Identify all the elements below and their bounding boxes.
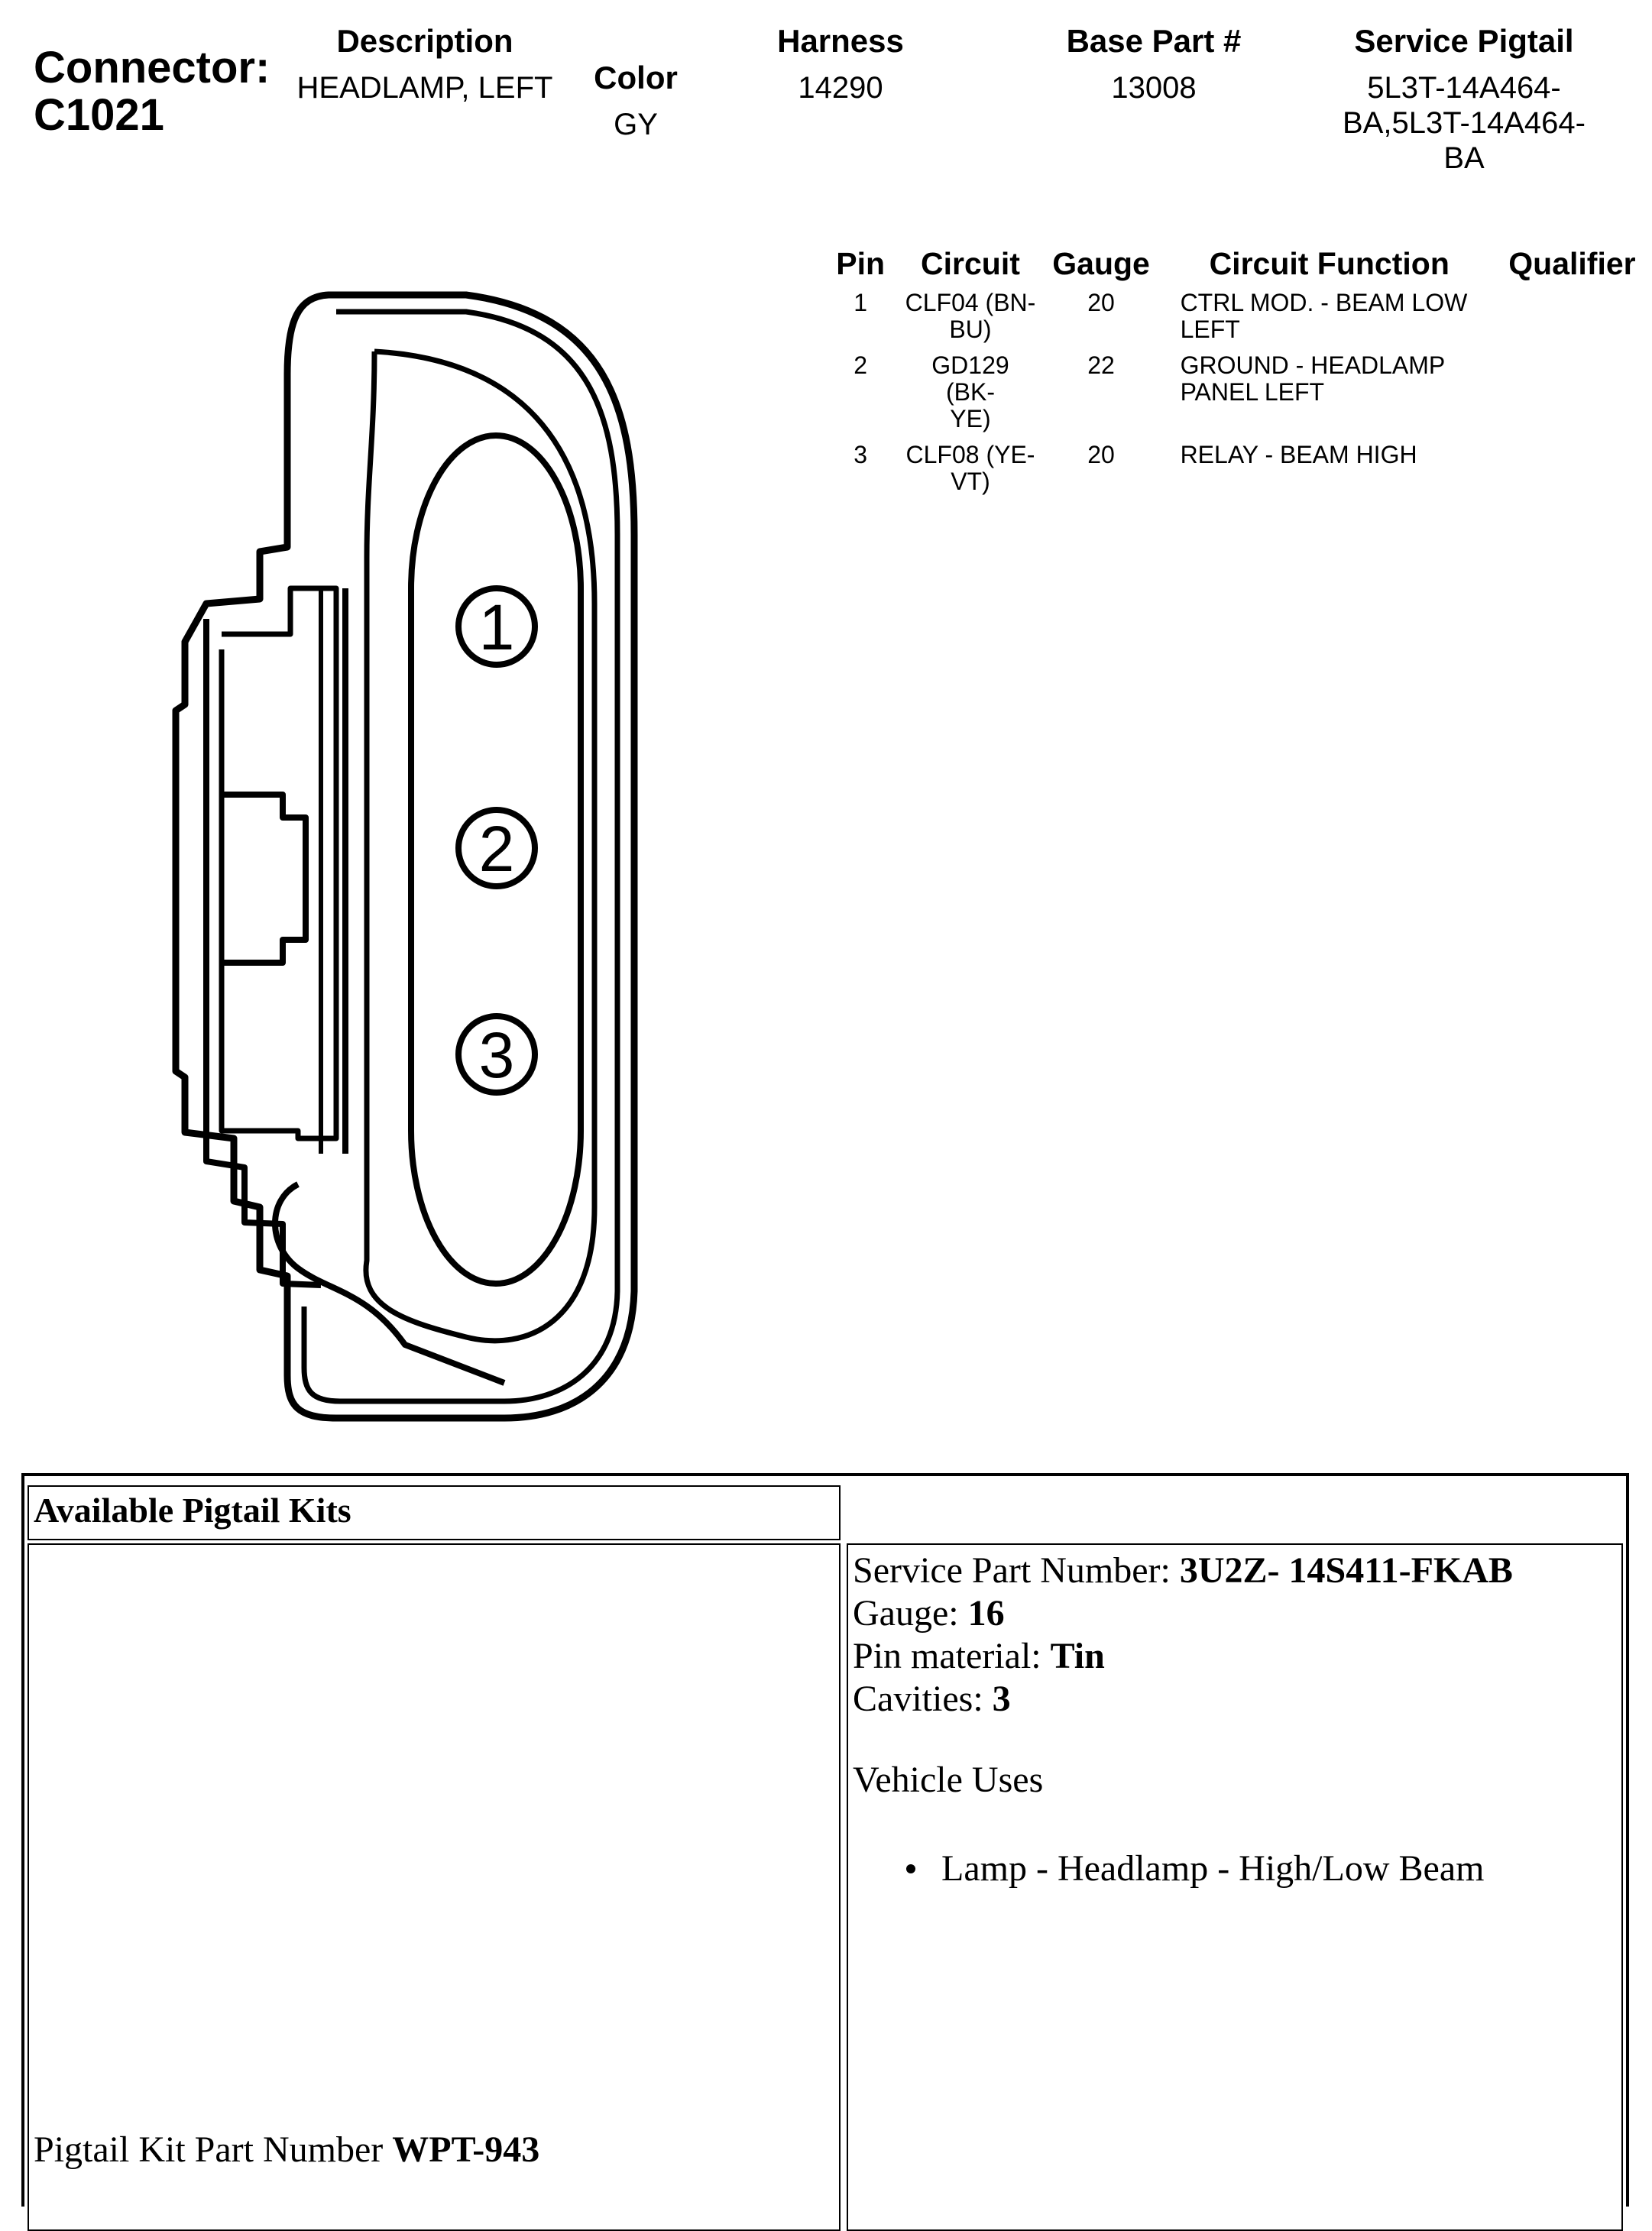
circuit-line: BU): [949, 316, 992, 343]
pin-number: 3: [854, 441, 868, 468]
circuit-line: CLF08 (YE-: [905, 441, 1035, 468]
pin-table-header-row: [816, 246, 1652, 290]
function-line: PANEL LEFT: [1180, 378, 1325, 406]
pin-material-value: Tin: [1050, 1636, 1105, 1676]
circuit-line: YE): [950, 405, 991, 432]
table-row: [816, 442, 1652, 504]
vehicle-use-label: Lamp - Headlamp - High/Low Beam: [941, 1848, 1485, 1889]
function-cell: [1167, 290, 1492, 352]
available-pigtail-kits-title: Available Pigtail Kits: [34, 1491, 351, 1530]
service-part-value: 3U2Z- 14S411-FKAB: [1179, 1550, 1513, 1591]
pin-label-1: 1: [478, 591, 515, 663]
function-cell: [1167, 352, 1492, 442]
base-part-heading: Base Part #: [1066, 23, 1242, 59]
header-qualifier: Qualifier: [1508, 246, 1636, 281]
vehicle-uses-heading: Vehicle Uses: [853, 1760, 1044, 1800]
function-line: LEFT: [1180, 316, 1240, 343]
connector-face-diagram: [145, 283, 649, 1429]
gauge-value: 16: [967, 1593, 1005, 1634]
pigtail-gauge: [853, 1592, 1005, 1634]
gauge-cell: 20: [1087, 289, 1115, 316]
bullet-icon: [906, 1864, 915, 1873]
gauge-cell: 20: [1087, 441, 1115, 468]
circuit-line: CLF04 (BN-: [905, 289, 1036, 316]
header-gauge: Gauge: [1052, 246, 1150, 281]
function-cell: [1167, 442, 1492, 504]
kit-part-label: Pigtail Kit Part Number: [34, 2129, 393, 2170]
pigtail-kit-part-number: [34, 2129, 539, 2171]
pin-label-2: 2: [478, 813, 515, 885]
function-line: CTRL MOD. - BEAM LOW: [1180, 289, 1468, 316]
service-part-label: Service Part Number:: [853, 1550, 1180, 1591]
service-pigtail-line: BA,5L3T-14A464-: [1343, 106, 1586, 140]
pin-number: 2: [854, 351, 868, 379]
connector-id: C1021: [34, 90, 164, 140]
gauge-cell: 22: [1087, 351, 1115, 379]
service-pigtail-heading: Service Pigtail: [1354, 23, 1574, 59]
circuit-cell: [905, 442, 1035, 504]
gauge-label: Gauge:: [853, 1593, 968, 1634]
service-pigtail-line: 5L3T-14A464-: [1367, 71, 1561, 105]
service-pigtail-line: BA: [1443, 141, 1485, 175]
service-pigtail-value: [1311, 70, 1617, 176]
connector-title: [34, 44, 270, 139]
pin-material-label: Pin material:: [853, 1636, 1051, 1676]
pin-label-3: 3: [478, 1019, 515, 1091]
base-part-value: 13008: [1111, 71, 1197, 105]
header-pin: Pin: [836, 246, 886, 281]
pin-number: 1: [854, 289, 868, 316]
table-row: [816, 352, 1652, 442]
pin-material: [853, 1635, 1105, 1677]
cavities-value: 3: [992, 1679, 1011, 1719]
connector-latch-tab: [222, 795, 306, 963]
function-line: GROUND - HEADLAMP: [1180, 351, 1446, 379]
service-part-number: [853, 1549, 1513, 1591]
pigtail-image-cell: [28, 1543, 841, 2231]
circuit-cell: [905, 352, 1035, 442]
kit-part-value: WPT-943: [392, 2129, 540, 2170]
harness-value: 14290: [798, 71, 883, 105]
qualifier-cell: [1492, 352, 1652, 442]
description-value: HEADLAMP, LEFT: [296, 71, 553, 105]
color-heading: Color: [594, 60, 678, 96]
color-value: GY: [614, 108, 658, 141]
qualifier-cell: [1492, 290, 1652, 352]
pin-table: [816, 246, 1652, 504]
header-circuit: Circuit: [921, 246, 1020, 281]
table-row: [816, 290, 1652, 352]
circuit-line: GD129 (BK-: [931, 351, 1009, 406]
circuit-cell: [905, 290, 1035, 352]
header-circuit-function: Circuit Function: [1209, 246, 1450, 281]
description-heading: Description: [336, 23, 513, 59]
circuit-line: VT): [951, 468, 990, 495]
function-line: RELAY - BEAM HIGH: [1180, 441, 1417, 468]
vehicle-use-item: [906, 1847, 1484, 1889]
pigtail-title-spacer: [847, 1485, 1623, 1540]
cavities: [853, 1678, 1011, 1720]
harness-heading: Harness: [777, 23, 904, 59]
qualifier-cell: [1492, 442, 1652, 504]
cavities-label: Cavities:: [853, 1679, 993, 1719]
connector-label: Connector:: [34, 43, 270, 92]
